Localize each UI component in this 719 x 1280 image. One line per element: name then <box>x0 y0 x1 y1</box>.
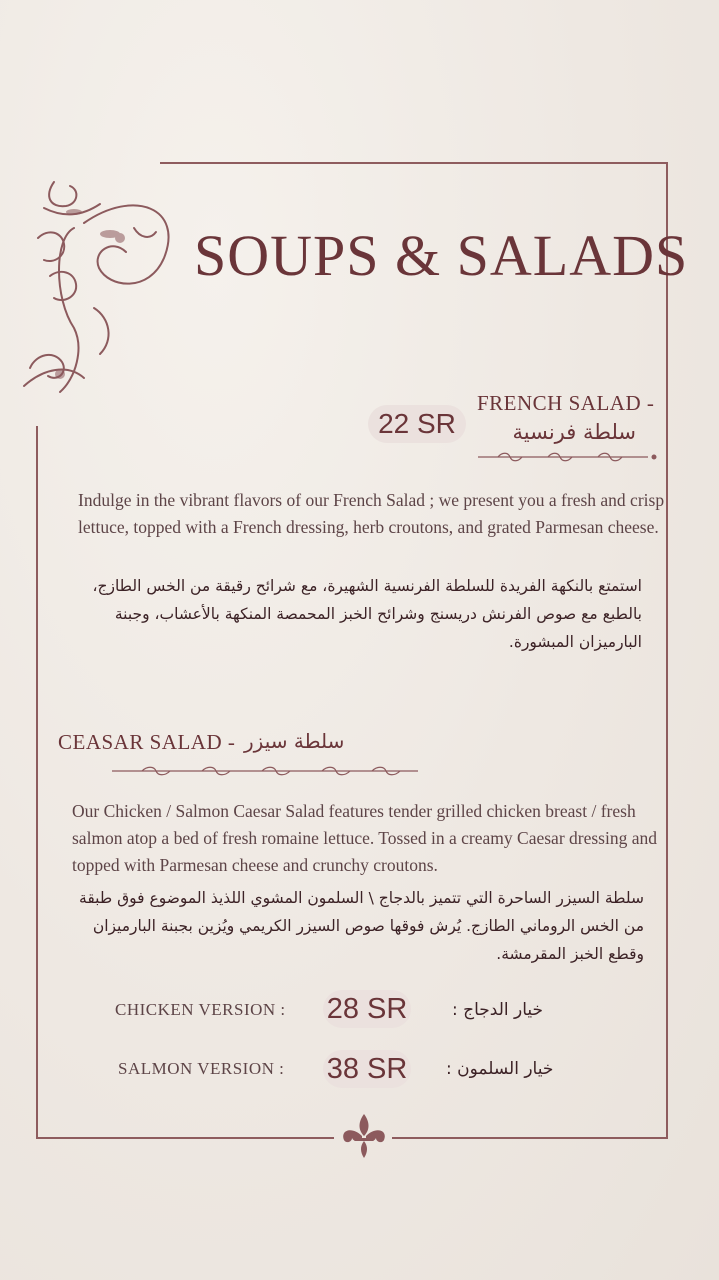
chicken-version-label-ar: خيار الدجاج : <box>452 1000 544 1020</box>
salmon-version-label-ar: خيار السلمون : <box>446 1059 554 1079</box>
french-salad-description-ar: استمتع بالنكهة الفريدة للسلطة الفرنسية الشهيرة، مع شرائح رقيقة من الخس الطازج، بالطبع مع صوص الفرنش دريسنج وشرائح الخبز المحمصة المنكهة بالأعشاب، وجبنة البارميزان المبشورة. <box>92 577 642 651</box>
salmon-version-price: 38 SR <box>323 1050 411 1088</box>
frame-right-border <box>666 162 668 1139</box>
caesar-salad-name-en: CEASAR SALAD - <box>58 730 236 754</box>
salmon-version-label: SALMON VERSION : <box>118 1059 285 1078</box>
caesar-salad-description-en: Our Chicken / Salmon Caesar Salad features tender grilled chicken breast / fresh salmon atop a bed of fresh romaine lettuce. Tossed in a creamy Caesar dressing and topped with Parmesan cheese and crunchy croutons. <box>72 801 657 875</box>
baroque-letter-p-icon <box>14 168 190 404</box>
frame-bottom-border-right <box>392 1137 668 1139</box>
scroll-divider-icon <box>478 452 660 462</box>
french-salad-name-ar: سلطة فرنسية <box>512 420 636 444</box>
frame-top-border <box>160 162 668 164</box>
chicken-version-label: CHICKEN VERSION : <box>115 1000 286 1019</box>
chicken-version-price: 28 SR <box>323 990 411 1028</box>
french-salad-price: 22 SR <box>368 405 466 443</box>
frame-left-border <box>36 426 38 1139</box>
frame-bottom-border-left <box>36 1137 334 1139</box>
page-title: SOUPS & SALADS <box>194 223 689 288</box>
caesar-salad-description-ar: سلطة السيزر الساحرة التي تتميز بالدجاج \ السلمون المشوي اللذيذ الموضوع فوق طبقة من الخس الروماني الطازج. يُرش فوقها صوص السيزر الكريمي ويُزين بجبنة البارميزان وقطع الخبز المقرمشة. <box>79 889 644 963</box>
scroll-divider-icon <box>112 766 418 776</box>
french-salad-name-en: FRENCH SALAD - <box>477 391 655 415</box>
fleur-de-lis-icon <box>336 1112 392 1160</box>
caesar-salad-name-ar: سلطة سيزر <box>244 729 345 753</box>
french-salad-description-en: Indulge in the vibrant flavors of our French Salad ; we present you a fresh and crisp lettuce, topped with a French dressing, herb croutons, and grated Parmesan cheese. <box>78 490 665 537</box>
